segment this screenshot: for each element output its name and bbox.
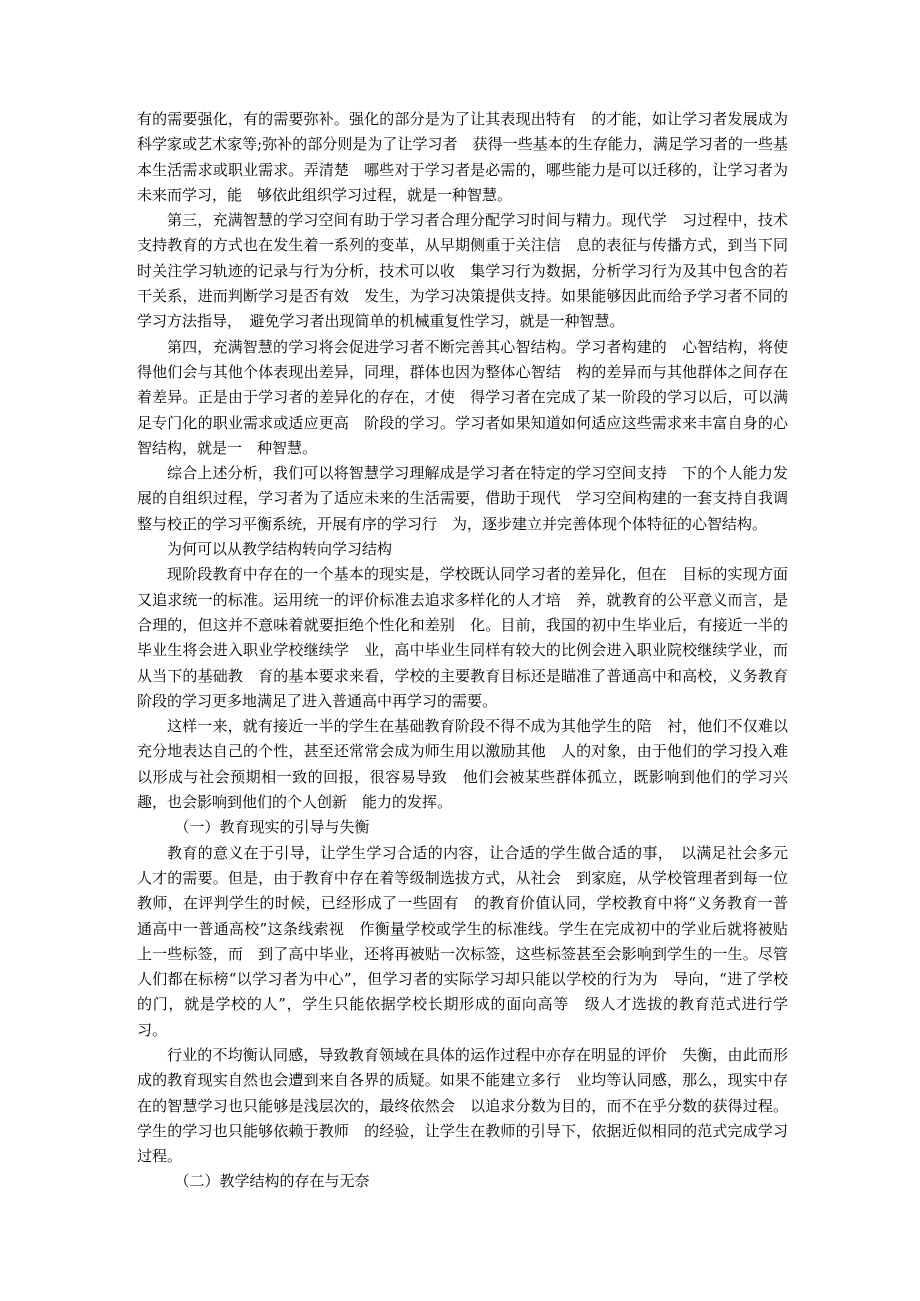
paragraph-guidance: 教育的意义在于引导，让学生学习合适的内容，让合适的学生做合适的事， 以满足社会多元人才的需要。但是，由于教育中存在着等级制选拔方式，从社会 到家庭，从学校管理者到每一位教师，在评判学生的时候，已经形成了一些固有 的教育价值认同，学校教育中将“义务教育一普通高中一普通高校”这条线索视 作衡量学校或学生的标准线。学生在完成初中的学业后就将被贴上一些标签，而 到了高中毕业，还将再被贴一次标签，这些标签甚至会影响到学生的一生。尽管 人们都在标榜“以学习者为中心”，但学习者的实际学习却只能以学校的行为为 导向，“进了学校的门，就是学校的人”，学生只能依据学校长期形成的面向高等 级人才选拔的教育范式进行学习。 — [137, 843, 804, 1039]
document-body — [137, 107, 804, 1195]
paragraph-continuation: 有的需要强化，有的需要弥补。强化的部分是为了让其表现出特有 的才能，如让学习者发展成为科学家或艺术家等;弥补的部分则是为了让学习者 获得一些基本的生存能力，满足学习者的一些基本生活需求或职业需求。弄清楚 哪些对于学习者是必需的，哪些能力是可以迁移的，让学习者为未来而学习，能 够依此组织学习过程，就是一种智慧。 — [137, 110, 788, 204]
paragraph-consequence: 这样一来，就有接近一半的学生在基础教育阶段不得不成为其他学生的陪 衬，他们不仅难以充分地表达自己的个性，甚至还常常会成为师生用以激励其他 人的对象，由于他们的学习投入难以形成与社会预期相一致的回报，很容易导致 他们会被某些群体孤立，既影响到他们的学习兴趣，也会影响到他们的个人创新 能力的发挥。 — [137, 717, 788, 812]
paragraph-education-reality: 现阶段教育中存在的一个基本的现实是，学校既认同学习者的差异化，但在 目标的实现方面又追求统一的标准。运用统一的评价标准去追求多样化的人才培 养，就教育的公平意义而言，是合理的，但这并不意味着就要拒绝个性化和差别 化。目前，我国的初中生毕业后，有接近一半的毕业生将会进入职业学校继续学 业，高中毕业生同样有较大的比例会进入职业院校继续学业，而从当下的基础教 育的基本要求来看，学校的主要教育目标还是瞄准了普通高中和高校，义务教育 阶段的学习更多地满足了进入普通高中再学习的需要。 — [137, 565, 804, 710]
paragraph-fourth-point: 第四，充满智慧的学习将会促进学习者不断完善其心智结构。学习者构建的 心智结构，将使得他们会与其他个体表现出差异，同理，群体也因为整体心智结 构的差异而与其他群体之间存在着差异。正是由于学习者的差异化的存在，才使 得学习者在完成了某一阶段的学习以后，可以满足专门化的职业需求或适应更高 阶段的学习。学习者如果知道如何适应这些需求来丰富自身的心智结构，就是一 种智慧。 — [137, 337, 788, 457]
paragraph-imbalance: 行业的不均衡认同感，导致教育领域在具体的运作过程中亦存在明显的评价 失衡，由此而形成的教育现实自然也会遭到来自各界的质疑。如果不能建立多行 业均等认同感，那么，现实中存在的智慧学习也只能够是浅层次的，最终依然会 以追求分数为目的，而不在乎分数的获得过程。学生的学习也只能够依赖于教师 的经验，让学生在教师的引导下，依据近似相同的范式完成学习过程。 — [137, 1045, 788, 1166]
paragraph-summary: 综合上述分析，我们可以将智慧学习理解成是学习者在特定的学习空间支持 下的个人能力发展的自组织过程，学习者为了适应未来的生活需要，借助于现代 学习空间构建的一套支持自我调整与校正的学习平衡系统，开展有序的学习行 为，逐步建立并完善体现个体特征的心智结构。 — [137, 464, 788, 533]
subsection-heading-1: （一）教育现实的引导与失衡 — [174, 818, 370, 837]
section-heading: 为何可以从教学结构转向学习结构 — [167, 540, 393, 559]
paragraph-third-point: 第三，充满智慧的学习空间有助于学习者合理分配学习时间与精力。现代学 习过程中，技术支持教育的方式也在发生着一系列的变革，从早期侧重于关注信 息的表征与传播方式，到当下同时关注学习轨迹的记录与行为分析，技术可以收 集学习行为数据，分析学习行为及其中包含的若干关系，进而判断学习是否有效 发生，为学习决策提供支持。如果能够因此而给予学习者不同的学习方法指导， 避免学习者出现简单的机械重复性学习，就是一种智慧。 — [137, 211, 788, 331]
subsection-heading-2: （二）教学结构的存在与无奈 — [174, 1172, 370, 1191]
